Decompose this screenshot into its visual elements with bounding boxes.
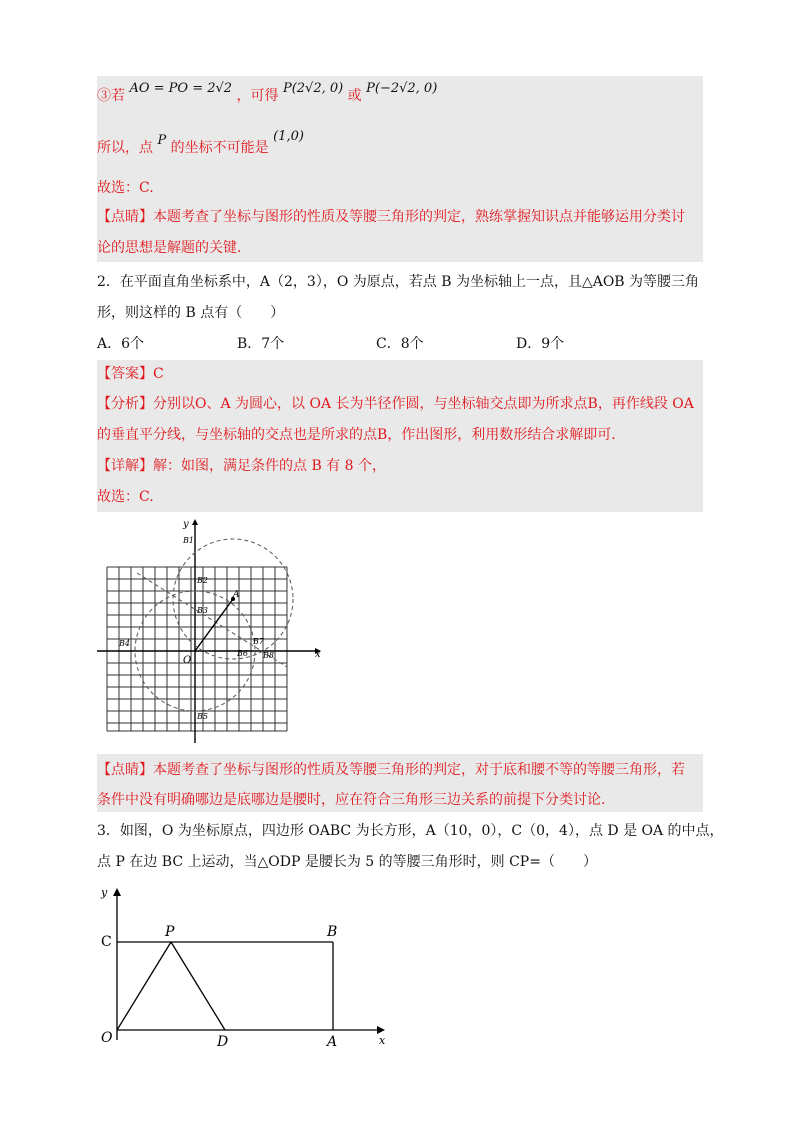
- segment-op: [117, 942, 171, 1030]
- prev-solution-line2: 所以，点 P 的坐标不可能是 (1,0): [97, 129, 304, 156]
- prev-solution-line1: ③若 AO = PO = 2√2 ，可得 P(2√2, 0) 或 P(−2√2, 0): [97, 81, 438, 104]
- label-b3: B3: [197, 606, 208, 615]
- prev-comment-line1: 【点睛】本题考查了坐标与图形的性质及等腰三角形的判定，熟练掌握知识点并能够运用分类讨: [97, 209, 685, 225]
- comment-tag: 【点睛】: [97, 209, 153, 225]
- q2-choice: 故选：C.: [97, 489, 154, 505]
- label-d: D: [217, 1034, 229, 1050]
- label-x: x: [379, 1034, 386, 1047]
- q2-figure: [97, 517, 330, 744]
- label-c: C: [101, 934, 112, 950]
- q3-stem-line1: 3．如图，O 为坐标原点，四边形 OABC 为长方形，A（10，0），C（0，4），点 D 是 OA 的中点，: [97, 823, 724, 839]
- q2-analysis-line1: 【分析】分别以O、A 为圆心，以 OA 长为半径作圆，与坐标轴交点即为所求点B，再作线段 OA: [97, 396, 694, 412]
- label-p: P: [165, 924, 175, 940]
- label-b5: B5: [197, 712, 208, 721]
- label-a: A: [233, 590, 240, 600]
- q3-figure: [97, 882, 397, 1052]
- point-p-label: P: [157, 133, 167, 148]
- q3-stem-line2: 点 P 在边 BC 上运动，当△ODP 是腰长为 5 的等腰三角形时，则 CP=（ ）: [97, 854, 597, 870]
- label-b4: B4: [119, 639, 130, 648]
- q2-option-a: A．6个: [97, 336, 145, 352]
- label-b2: B2: [197, 576, 208, 585]
- label-a: A: [327, 1034, 338, 1050]
- q2-comment-line1: 【点睛】本题考查了坐标与图形的性质及等腰三角形的判定，对于底和腰不等的等腰三角形，若: [97, 762, 685, 778]
- prev-choice: 故选：C.: [97, 180, 154, 196]
- q2-option-d: D．9个: [516, 336, 565, 352]
- q2-option-c: C．8个: [376, 336, 424, 352]
- q2-option-b: B．7个: [237, 336, 285, 352]
- q2-stem-line1: 2．在平面直角坐标系中，A（2，3），O 为原点，若点 B 为坐标轴上一点，且△AOB 为等腰三角: [97, 274, 700, 290]
- prev-comment-line2: 论的思想是解题的关键.: [97, 240, 242, 256]
- q2-stem-line2: 形，则这样的 B 点有（ ）: [97, 305, 285, 321]
- label-y: y: [183, 519, 189, 530]
- label-x: x: [315, 649, 321, 660]
- coordinate-value: (1,0): [273, 129, 304, 144]
- label-b: B: [327, 924, 338, 940]
- label-b8: B8: [263, 651, 274, 660]
- segment-pd: [171, 942, 225, 1030]
- point-p2: P(−2√2, 0): [366, 81, 438, 96]
- label-y: y: [101, 886, 108, 899]
- label-b7: B7: [253, 637, 264, 646]
- label-o: O: [183, 655, 192, 666]
- label-o: O: [101, 1030, 113, 1046]
- label-b1: B1: [183, 536, 194, 545]
- q2-answer: 【答案】C: [97, 366, 164, 382]
- q2-detail: 【详解】解：如图，满足条件的点 B 有 8 个，: [97, 458, 386, 474]
- point-p1: P(2√2, 0): [282, 81, 344, 96]
- q2-analysis-line2: 的垂直平分线，与坐标轴的交点也是所求的点B，作出图形，利用数形结合求解即可.: [97, 427, 616, 443]
- q2-comment-line2: 条件中没有明确哪边是底哪边是腰时，应在符合三角形三边关系的前提下分类讨论.: [97, 792, 606, 808]
- equation-ao-po: AO = PO = 2√2: [129, 81, 233, 96]
- label-b6: B6: [237, 649, 248, 658]
